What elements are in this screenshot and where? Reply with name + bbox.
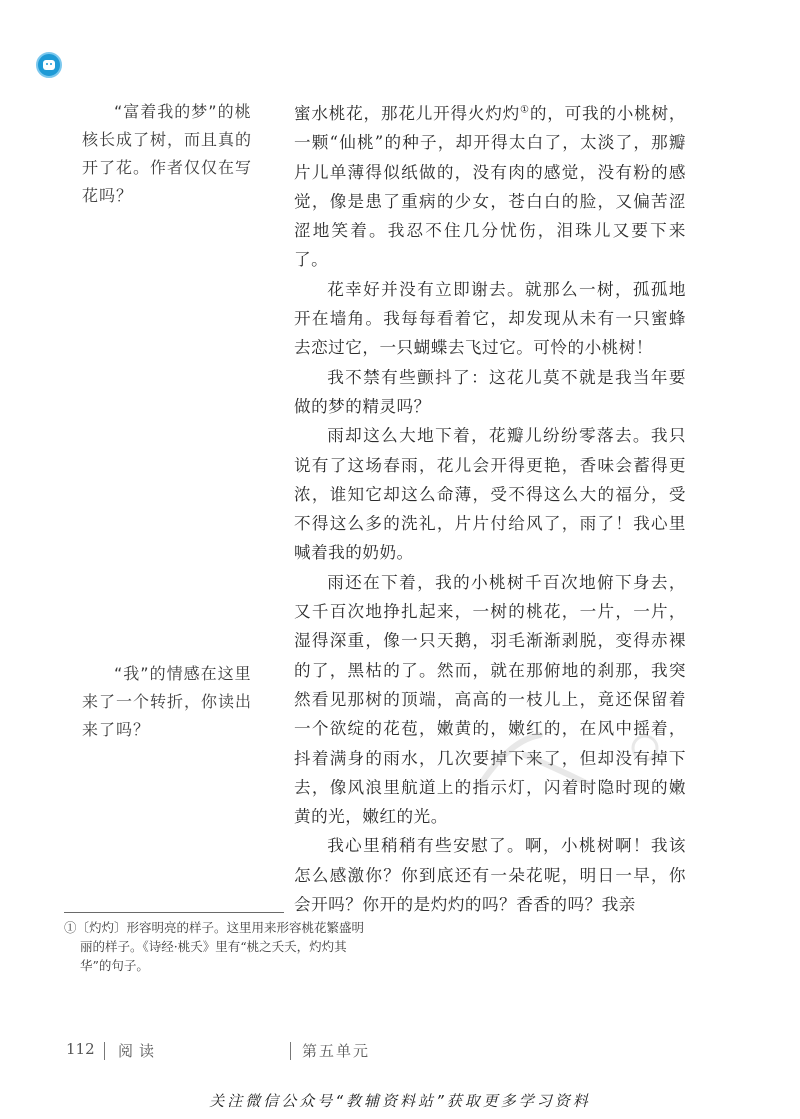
publisher-watermark-icon bbox=[470, 730, 670, 790]
side-note-question-2: “我”的情感在这里来了一个转折，你读出来了吗？ bbox=[82, 664, 253, 739]
paragraph-5: 雨还在下着，我的小桃树千百次地俯下身去，又千百次地挣扎起来，一树的桃花，一片，一片，湿得深重，像一只天鹅，羽毛渐渐剥脱，变得赤裸的了，黑枯的了。然而，就在那俯地的刹那，我突然看见那树的顶端，高高的一枝儿上，竟还保留着一个欲绽的花苞，嫩黄的，嫩红的，在风中摇着，抖着满身的雨水，几次要掉下来了，但却没有掉下去，像风浪里航道上的指示灯，闪着时隐时现的嫩黄的光，嫩红的光。 bbox=[294, 572, 686, 827]
main-text bbox=[294, 99, 686, 919]
unit-name: 第五单元 bbox=[302, 1042, 371, 1060]
paragraph-2: 花幸好并没有立即谢去。就那么一树，孤孤地开在墙角。我每每看着它，却发现从未有一只蜜蜂去恋过它，一只蝴蝶去飞过它。可怜的小桃树！ bbox=[294, 279, 686, 358]
promo-banner: 关注微信公众号“教辅资料站”获取更多学习资料 bbox=[209, 1092, 591, 1110]
footnote: ①〔灼灼〕形容明亮的样子。这里用来形容桃花繁盛明丽的样子。《诗经·桃夭》里有“桃之夭夭，灼灼其华”的句子。 bbox=[64, 920, 365, 973]
paragraph-6: 我心里稍稍有些安慰了。啊，小桃树啊！我该怎么感激你？你到底还有一朵花呢，明日一早，你会开吗？你开的是灼灼的吗？香香的吗？我亲 bbox=[294, 836, 686, 915]
paragraph-1: 蜜水桃花，那花儿开得火灼灼①的，可我的小桃树，一颗“仙桃”的种子，却开得太白了，太淡了，那瓣片儿单薄得似纸做的，没有肉的感觉，没有粉的感觉，像是患了重病的少女，苍白白的脸，又偏苦涩涩地笑着。我忍不住几分忧伤，泪珠儿又要下来了。 bbox=[294, 104, 687, 270]
page-number: 112 bbox=[66, 1040, 95, 1058]
paragraph-3: 我不禁有些颤抖了：这花儿莫不就是我当年要做的梦的精灵吗？ bbox=[294, 367, 686, 416]
book-name: 阅读 bbox=[118, 1042, 161, 1060]
side-note-question-1: “富着我的梦”的桃核长成了树，而且真的开了花。作者仅仅在写花吗？ bbox=[82, 102, 253, 205]
footnote-ref[interactable]: ① bbox=[520, 104, 530, 116]
paragraph-4: 雨却这么大地下着，花瓣儿纷纷零落去。我只说有了这场春雨，花儿会开得更艳，香味会蓄得更浓，谁知它却这么命薄，受不得这么大的福分，受不得这么多的洗礼，片片付给风了，雨了！我心里喊着我的奶奶。 bbox=[294, 426, 686, 563]
page-footer bbox=[66, 1040, 746, 1062]
footnote-divider bbox=[64, 912, 284, 913]
footer-divider bbox=[104, 1042, 105, 1060]
smiley-badge-icon bbox=[36, 52, 62, 78]
footer-divider bbox=[290, 1042, 291, 1060]
